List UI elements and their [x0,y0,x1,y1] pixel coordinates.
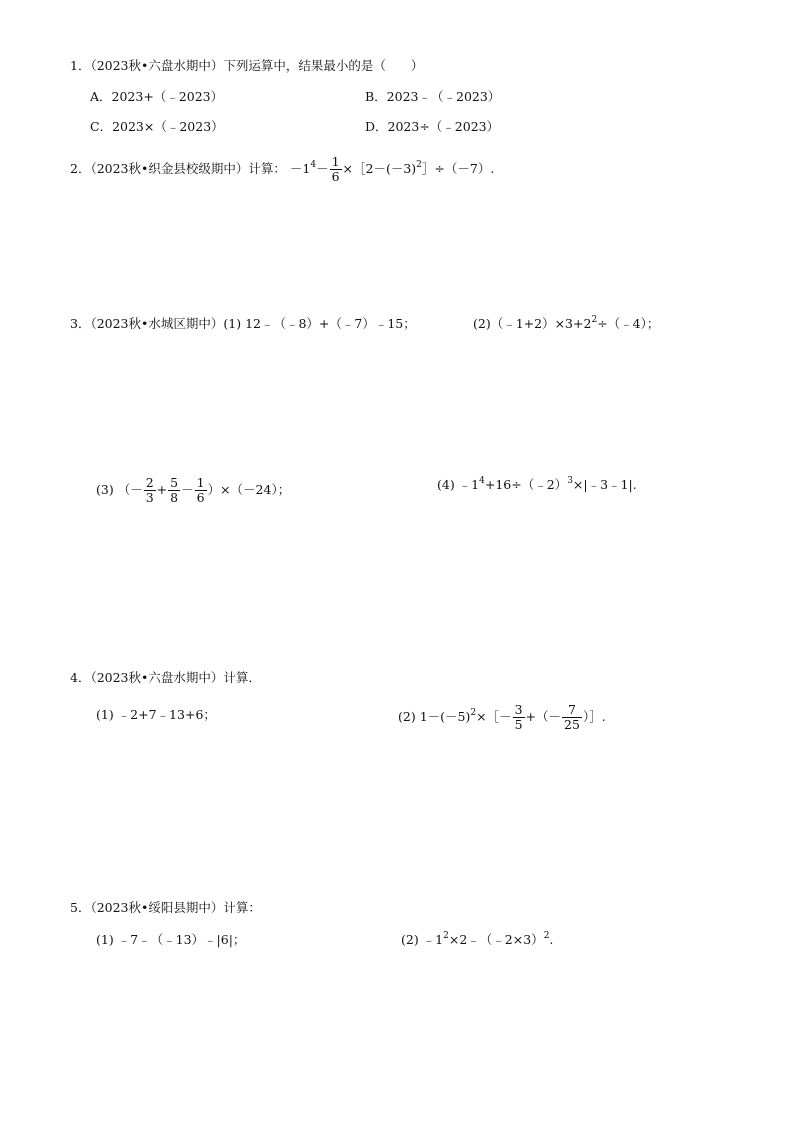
question-3-part-2 [473,316,659,332]
question-3-part-4 [437,477,637,493]
fraction-denominator: 6 [331,169,340,184]
expr-term: ×|﹣3﹣1|. [572,477,637,492]
question-3-part-3 [96,476,290,505]
expr-term: ×2﹣（﹣2×3） [448,932,544,947]
expr-term: 1－(－5) [419,709,471,724]
fraction-numerator: 1 [331,154,340,169]
expr-term: ）×（－24）； [207,482,291,497]
question-1-option-b: B．2023﹣（﹣2023） [365,89,501,104]
expr-term: （－ [117,482,143,497]
expr-term: ÷（﹣4）； [597,316,660,331]
exponent: 2 [591,315,598,325]
fraction [144,476,156,505]
part-label: (2) [398,709,416,724]
expr-term: ×［－ [476,709,512,724]
fraction-numerator: 3 [514,702,523,717]
question-3-part-1-text: (1) 12﹣（﹣8）+（﹣7）﹣15； [223,316,416,331]
question-5-part-2 [401,932,553,948]
question-3-stem: 3．（2023秋•水城区期中） [70,316,224,331]
expr-operator: － [316,161,329,176]
fraction-numerator: 1 [196,475,205,490]
question-3-part-1 [70,316,416,332]
fraction-denominator: 25 [564,717,580,732]
fraction-denominator: 3 [145,490,154,505]
question-1-option-a: A．2023+（﹣2023） [90,89,224,104]
question-2-expression [289,154,495,184]
fraction [513,703,525,732]
question-5-stem: 5．（2023秋•绥阳县期中）计算： [70,900,261,915]
expr-term: ］÷（－7）. [421,161,495,176]
question-4-stem: 4．（2023秋•六盘水期中）计算． [70,670,261,685]
question-4-part-1: (1) ﹣2+7﹣13+6； [96,707,216,722]
question-5-part-1: (1) ﹣7﹣（﹣13）﹣|6|； [96,932,246,947]
expr-term: ×［2－(－3) [342,161,417,176]
fraction [195,476,207,505]
fraction-denominator: 6 [196,490,205,505]
fraction-denominator: 8 [170,490,179,505]
fraction-numerator: 7 [562,703,582,718]
expr-term: . [549,932,554,947]
expr-term: －1 [289,161,311,176]
exponent: 2 [443,931,449,941]
expr-operator: － [181,482,194,497]
expr-term: (2) ﹣1 [401,932,444,947]
expr-term: (4) ﹣1 [437,477,480,492]
question-2 [70,155,494,184]
fraction [168,476,180,505]
part-label: (3) [96,482,114,497]
fraction-denominator: 5 [514,717,523,732]
question-1-stem: 1．（2023秋•六盘水期中）下列运算中，结果最小的是（ ） [70,58,424,73]
expr-term: (2)（﹣1+2）×3+2 [473,316,592,331]
fraction [330,155,342,184]
fraction-numerator: 5 [170,475,179,490]
expr-term: +（－ [525,709,562,724]
fraction [562,703,582,732]
expr-operator: + [156,482,168,497]
expr-term: ）］. [582,709,606,724]
question-1-option-c: C．2023×（﹣2023） [90,119,224,134]
exponent: 4 [310,160,317,170]
question-1-option-d: D．2023÷（﹣2023） [365,119,500,134]
exponent: 2 [470,708,477,718]
exponent: 4 [479,476,485,486]
exponent: 3 [567,476,573,486]
fraction-numerator: 2 [145,475,154,490]
expr-term: +16÷（﹣2） [484,477,568,492]
exponent: 2 [543,931,550,941]
exponent: 2 [416,160,422,170]
question-4-part-2 [398,703,606,732]
question-2-stem: 2．（2023秋•织金县校级期中）计算： [70,161,286,176]
